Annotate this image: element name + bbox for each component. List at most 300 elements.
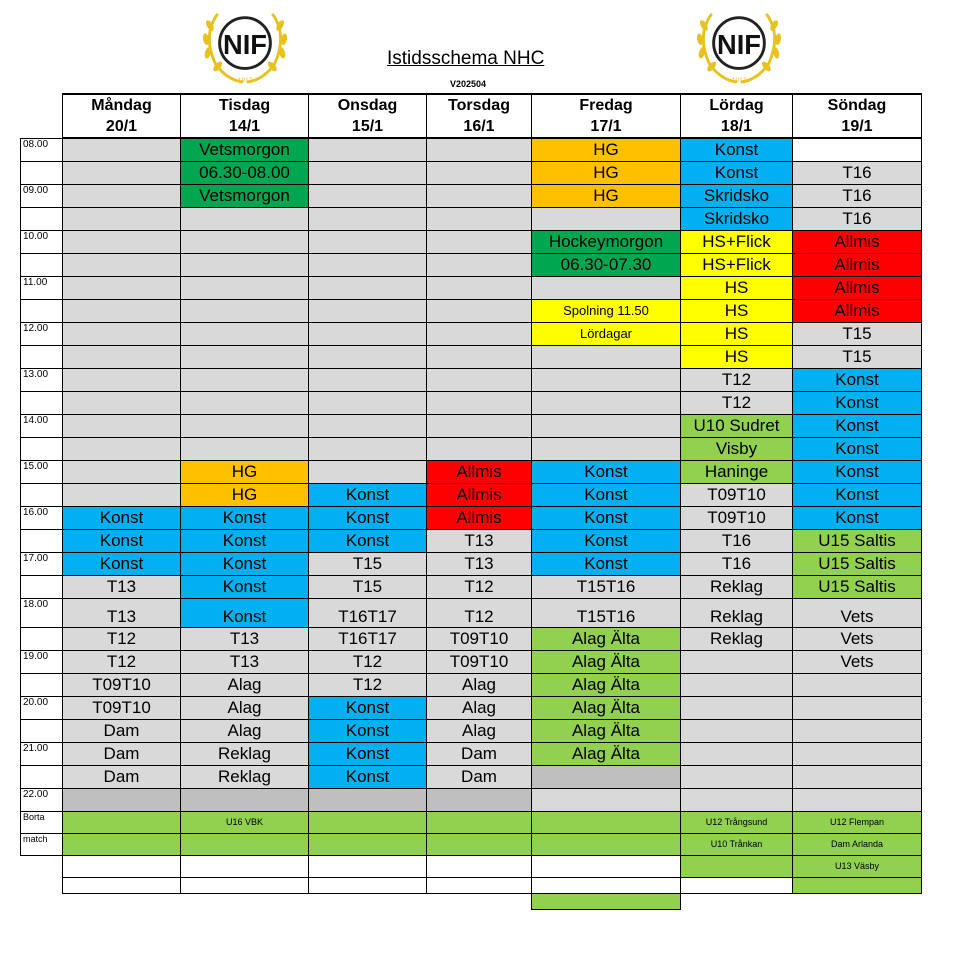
schedule-cell <box>427 789 532 812</box>
day-name: Tisdag <box>218 97 271 114</box>
schedule-cell: T09T10 <box>427 628 532 651</box>
schedule-cell: Konst <box>793 369 922 392</box>
schedule-cell <box>532 415 681 438</box>
schedule-cell: Allmis <box>793 254 922 277</box>
schedule-cell: T16 <box>681 530 793 553</box>
schedule-cell: Konst <box>63 553 181 576</box>
schedule-cell: Konst <box>181 599 309 628</box>
schedule-cell <box>63 461 181 484</box>
schedule-cell: T09T10 <box>681 507 793 530</box>
schedule-cell: Konst <box>181 553 309 576</box>
schedule-cell: Konst <box>181 507 309 530</box>
time-label: 08.00 <box>21 138 63 162</box>
schedule-cell: Konst <box>309 697 427 720</box>
blank-cell <box>21 877 63 893</box>
time-label: 14.00 <box>21 415 63 438</box>
schedule-cell <box>309 369 427 392</box>
schedule-cell: T16 <box>793 208 922 231</box>
schedule-cell: T12 <box>427 599 532 628</box>
schedule-cell: Alag <box>181 720 309 743</box>
schedule-cell: T09T10 <box>427 651 532 674</box>
time-slot-row <box>21 789 922 812</box>
schedule-cell: Vetsmorgon <box>181 138 309 162</box>
schedule-cell: T13 <box>63 576 181 599</box>
schedule-cell: T15 <box>309 576 427 599</box>
time-slot-row <box>21 323 922 346</box>
day-name: Lördag <box>709 97 764 114</box>
time-slot-row <box>21 530 922 553</box>
schedule-cell: Alag Älta <box>532 720 681 743</box>
schedule-cell <box>681 743 793 766</box>
away-match-cell <box>427 856 532 878</box>
away-match-cell <box>309 812 427 834</box>
schedule-cell <box>309 789 427 812</box>
schedule-cell <box>309 323 427 346</box>
away-match-cell: U10 Trånkan <box>681 834 793 856</box>
time-label <box>21 530 63 553</box>
schedule-cell: HG <box>532 185 681 208</box>
away-match-cell: U12 Trångsund <box>681 812 793 834</box>
schedule-cell: Alag <box>427 720 532 743</box>
time-label: 12.00 <box>21 323 63 346</box>
schedule-cell <box>309 300 427 323</box>
schedule-cell: Reklag <box>181 766 309 789</box>
time-slot-row <box>21 231 922 254</box>
nif-logo-right <box>690 6 788 86</box>
time-slot-row <box>21 651 922 674</box>
schedule-cell <box>309 392 427 415</box>
blank-row <box>21 877 922 893</box>
schedule-cell <box>63 369 181 392</box>
day-header-row <box>21 94 922 138</box>
schedule-cell: Lördagar <box>532 323 681 346</box>
time-slot-row <box>21 369 922 392</box>
away-match-cell <box>309 834 427 856</box>
schedule-cell: Skridsko <box>681 208 793 231</box>
blank-cell <box>63 893 181 909</box>
time-slot-row <box>21 628 922 651</box>
schedule-cell <box>532 438 681 461</box>
schedule-cell: HS+Flick <box>681 231 793 254</box>
schedule-cell <box>309 277 427 300</box>
schedule-cell: Dam <box>63 766 181 789</box>
time-label <box>21 208 63 231</box>
schedule-cell: HG <box>532 162 681 185</box>
blank-cell <box>21 893 63 909</box>
schedule-cell: Konst <box>63 530 181 553</box>
blank-row <box>21 893 922 909</box>
schedule-cell: T16T17 <box>309 628 427 651</box>
time-slot-row <box>21 743 922 766</box>
away-label: Borta <box>21 812 63 834</box>
schedule-cell <box>427 138 532 162</box>
day-name: Torsdag <box>448 97 510 114</box>
day-name: Fredag <box>579 97 633 114</box>
schedule-cell <box>427 208 532 231</box>
time-label <box>21 674 63 697</box>
schedule-cell: Reklag <box>681 628 793 651</box>
schedule-cell: Allmis <box>427 461 532 484</box>
time-slot-row <box>21 461 922 484</box>
schedule-cell: Konst <box>793 484 922 507</box>
nif-logo-left <box>196 6 294 86</box>
time-slot-row <box>21 720 922 743</box>
schedule-cell: T13 <box>181 628 309 651</box>
schedule-cell <box>63 789 181 812</box>
schedule-cell: Allmis <box>793 231 922 254</box>
schedule-cell <box>181 438 309 461</box>
schedule-cell <box>309 438 427 461</box>
schedule-cell: U15 Saltis <box>793 553 922 576</box>
blank-cell <box>793 893 922 909</box>
schedule-cell: Allmis <box>427 507 532 530</box>
schedule-cell <box>181 300 309 323</box>
blank-cell <box>427 877 532 893</box>
schedule-cell <box>532 789 681 812</box>
schedule-cell <box>181 789 309 812</box>
schedule-cell: Alag Älta <box>532 628 681 651</box>
schedule-cell: Konst <box>309 530 427 553</box>
schedule-cell: Vetsmorgon <box>181 185 309 208</box>
schedule-cell: Konst <box>793 438 922 461</box>
time-slot-row <box>21 484 922 507</box>
schedule-cell <box>793 789 922 812</box>
day-date: 15/1 <box>351 118 384 135</box>
schedule-cell: HG <box>181 484 309 507</box>
schedule-cell <box>427 438 532 461</box>
schedule-cell: Alag Älta <box>532 674 681 697</box>
schedule-cell: HS <box>681 300 793 323</box>
schedule-cell: T12 <box>309 651 427 674</box>
schedule-cell: Allmis <box>793 277 922 300</box>
schedule-cell <box>63 346 181 369</box>
schedule-cell: T15 <box>793 346 922 369</box>
schedule-cell: 06.30-07.30 <box>532 254 681 277</box>
time-label: 13.00 <box>21 369 63 392</box>
header-corner <box>21 94 63 138</box>
schedule-cell <box>63 415 181 438</box>
schedule-cell <box>309 185 427 208</box>
svg-text:1917: 1917 <box>731 77 747 85</box>
schedule-cell: Konst <box>181 576 309 599</box>
time-slot-row <box>21 208 922 231</box>
schedule-cell: Konst <box>793 507 922 530</box>
schedule-cell: Konst <box>309 720 427 743</box>
schedule-cell: T09T10 <box>63 697 181 720</box>
day-header <box>793 94 922 138</box>
schedule-cell <box>793 674 922 697</box>
day-header <box>309 94 427 138</box>
blank-cell <box>681 877 793 893</box>
day-header <box>63 94 181 138</box>
schedule-cell: U15 Saltis <box>793 576 922 599</box>
schedule-cell <box>427 185 532 208</box>
schedule-cell <box>681 720 793 743</box>
schedule-cell: Vets <box>793 628 922 651</box>
schedule-cell <box>681 766 793 789</box>
day-header <box>181 94 309 138</box>
away-match-cell <box>63 812 181 834</box>
schedule-cell: HS <box>681 277 793 300</box>
time-label <box>21 766 63 789</box>
page-title: Istidsschema NHC <box>387 48 545 69</box>
time-label <box>21 346 63 369</box>
schedule-cell <box>309 208 427 231</box>
schedule-cell: 06.30-08.00 <box>181 162 309 185</box>
schedule-cell: Reklag <box>681 599 793 628</box>
schedule-cell: Hockeymorgon <box>532 231 681 254</box>
schedule-cell <box>181 346 309 369</box>
blank-cell <box>681 893 793 909</box>
schedule-cell: T12 <box>427 576 532 599</box>
schedule-cell: Konst <box>793 461 922 484</box>
schedule-cell: HG <box>181 461 309 484</box>
away-label: match <box>21 834 63 856</box>
time-slot-row <box>21 346 922 369</box>
away-match-cell <box>532 812 681 834</box>
time-label <box>21 438 63 461</box>
schedule-cell: Konst <box>309 766 427 789</box>
blank-cell <box>532 877 681 893</box>
schedule-cell: Reklag <box>181 743 309 766</box>
schedule-cell <box>181 392 309 415</box>
schedule-cell: T15 <box>793 323 922 346</box>
blank-cell <box>309 893 427 909</box>
schedule-cell: T15 <box>309 553 427 576</box>
away-match-row <box>21 856 922 878</box>
time-label: 20.00 <box>21 697 63 720</box>
schedule-cell: Konst <box>309 484 427 507</box>
schedule-cell: T15T16 <box>532 576 681 599</box>
schedule-cell: T16 <box>793 185 922 208</box>
time-label <box>21 300 63 323</box>
schedule-cell: Alag Älta <box>532 697 681 720</box>
schedule-cell <box>181 369 309 392</box>
schedule-cell: T13 <box>63 599 181 628</box>
schedule-cell: T13 <box>181 651 309 674</box>
time-label: 19.00 <box>21 651 63 674</box>
blank-cell <box>793 877 922 893</box>
day-date: 16/1 <box>463 118 495 135</box>
schedule-cell <box>309 415 427 438</box>
away-match-cell <box>427 834 532 856</box>
day-name: Måndag <box>91 97 152 114</box>
time-slot-row <box>21 254 922 277</box>
day-name: Onsdag <box>337 97 398 114</box>
blank-cell <box>63 877 181 893</box>
schedule-cell: Allmis <box>427 484 532 507</box>
schedule-cell: Konst <box>532 530 681 553</box>
schedule-cell <box>681 697 793 720</box>
time-label: 17.00 <box>21 553 63 576</box>
schedule-cell <box>532 277 681 300</box>
schedule-cell: T12 <box>681 369 793 392</box>
schedule-cell <box>532 346 681 369</box>
away-match-cell <box>532 856 681 878</box>
blank-cell <box>532 893 681 909</box>
schedule-cell <box>181 208 309 231</box>
away-match-cell <box>181 834 309 856</box>
schedule-cell <box>63 185 181 208</box>
schedule-cell: Konst <box>532 461 681 484</box>
schedule-cell <box>532 208 681 231</box>
schedule-cell: T12 <box>309 674 427 697</box>
away-match-cell: U16 VBK <box>181 812 309 834</box>
schedule-cell <box>63 254 181 277</box>
schedule-cell <box>532 766 681 789</box>
schedule-cell: Dam <box>427 743 532 766</box>
away-match-row <box>21 812 922 834</box>
schedule-cell <box>181 323 309 346</box>
day-header <box>427 94 532 138</box>
schedule-cell: Allmis <box>793 300 922 323</box>
schedule-cell <box>427 392 532 415</box>
schedule-cell: U10 Sudret <box>681 415 793 438</box>
schedule-cell: Konst <box>793 392 922 415</box>
schedule-cell: T13 <box>427 553 532 576</box>
schedule-cell <box>309 254 427 277</box>
schedule-cell: T16 <box>793 162 922 185</box>
day-date: 20/1 <box>105 118 138 135</box>
schedule-cell: T09T10 <box>681 484 793 507</box>
time-label: 16.00 <box>21 507 63 530</box>
schedule-cell <box>427 369 532 392</box>
schedule-cell <box>63 138 181 162</box>
svg-text:1917: 1917 <box>237 77 253 85</box>
time-slot-row <box>21 576 922 599</box>
away-match-cell: U12 Flempan <box>793 812 922 834</box>
time-slot-row <box>21 766 922 789</box>
schedule-cell <box>793 697 922 720</box>
away-match-cell <box>63 856 181 878</box>
away-match-cell <box>427 812 532 834</box>
schedule-cell <box>181 277 309 300</box>
schedule-cell: Spolning 11.50 <box>532 300 681 323</box>
schedule-cell: HS+Flick <box>681 254 793 277</box>
schedule-cell: Konst <box>532 484 681 507</box>
schedule-cell <box>427 415 532 438</box>
time-label: 22.00 <box>21 789 63 812</box>
time-label <box>21 628 63 651</box>
schedule-cell <box>309 461 427 484</box>
time-slot-row <box>21 277 922 300</box>
time-slot-row <box>21 697 922 720</box>
time-label <box>21 392 63 415</box>
away-match-cell <box>532 834 681 856</box>
schedule-cell <box>793 138 922 162</box>
schedule-cell: U15 Saltis <box>793 530 922 553</box>
schedule-cell: Alag <box>181 674 309 697</box>
time-label: 18.00 <box>21 599 63 628</box>
schedule-cell: HS <box>681 323 793 346</box>
schedule-cell: Vets <box>793 599 922 628</box>
schedule-cell: T16T17 <box>309 599 427 628</box>
schedule-cell <box>793 743 922 766</box>
schedule-cell: T13 <box>427 530 532 553</box>
schedule-cell <box>181 254 309 277</box>
schedule-table <box>20 93 922 910</box>
schedule-cell <box>681 789 793 812</box>
blank-cell <box>309 877 427 893</box>
schedule-cell <box>309 162 427 185</box>
time-label <box>21 720 63 743</box>
time-label: 10.00 <box>21 231 63 254</box>
schedule-cell: Konst <box>532 553 681 576</box>
schedule-cell <box>681 674 793 697</box>
time-label <box>21 484 63 507</box>
schedule-cell: T12 <box>681 392 793 415</box>
schedule-cell: T12 <box>63 651 181 674</box>
schedule-cell: T12 <box>63 628 181 651</box>
schedule-cell <box>793 720 922 743</box>
away-match-cell: U13 Väsby <box>793 856 922 878</box>
time-label <box>21 576 63 599</box>
schedule-cell <box>63 162 181 185</box>
time-slot-row <box>21 438 922 461</box>
day-date: 19/1 <box>841 118 873 135</box>
schedule-cell: Dam <box>63 743 181 766</box>
day-name: Söndag <box>827 97 887 114</box>
schedule-cell: Vets <box>793 651 922 674</box>
time-label: 09.00 <box>21 185 63 208</box>
schedule-cell <box>63 323 181 346</box>
schedule-cell <box>63 208 181 231</box>
schedule-cell: Konst <box>793 415 922 438</box>
schedule-cell: HS <box>681 346 793 369</box>
schedule-cell <box>181 231 309 254</box>
schedule-cell: Dam <box>427 766 532 789</box>
blank-cell <box>181 877 309 893</box>
blank-cell <box>427 893 532 909</box>
schedule-cell: Konst <box>309 507 427 530</box>
blank-cell <box>181 893 309 909</box>
schedule-cell: Dam <box>63 720 181 743</box>
schedule-cell: Haninge <box>681 461 793 484</box>
schedule-cell <box>427 323 532 346</box>
schedule-cell <box>63 277 181 300</box>
schedule-cell: Reklag <box>681 576 793 599</box>
schedule-cell: Konst <box>309 743 427 766</box>
schedule-cell <box>63 438 181 461</box>
schedule-cell <box>63 231 181 254</box>
schedule-cell <box>63 300 181 323</box>
schedule-cell: Alag <box>181 697 309 720</box>
schedule-cell <box>63 392 181 415</box>
schedule-cell <box>793 766 922 789</box>
time-slot-row <box>21 392 922 415</box>
schedule-cell <box>181 415 309 438</box>
away-match-cell <box>681 856 793 878</box>
time-slot-row <box>21 553 922 576</box>
schedule-cell <box>309 346 427 369</box>
day-date: 17/1 <box>590 118 622 135</box>
schedule-cell: Alag Älta <box>532 743 681 766</box>
time-slot-row <box>21 415 922 438</box>
time-slot-row <box>21 138 922 162</box>
schedule-cell <box>532 369 681 392</box>
schedule-cell: HG <box>532 138 681 162</box>
time-label <box>21 254 63 277</box>
schedule-cell: Skridsko <box>681 185 793 208</box>
time-label: 21.00 <box>21 743 63 766</box>
away-match-cell: Dam Arlanda <box>793 834 922 856</box>
day-header <box>532 94 681 138</box>
schedule-cell <box>63 484 181 507</box>
svg-text:NIF: NIF <box>223 28 267 60</box>
schedule-cell: T16 <box>681 553 793 576</box>
time-slot-row <box>21 185 922 208</box>
schedule-cell: Visby <box>681 438 793 461</box>
